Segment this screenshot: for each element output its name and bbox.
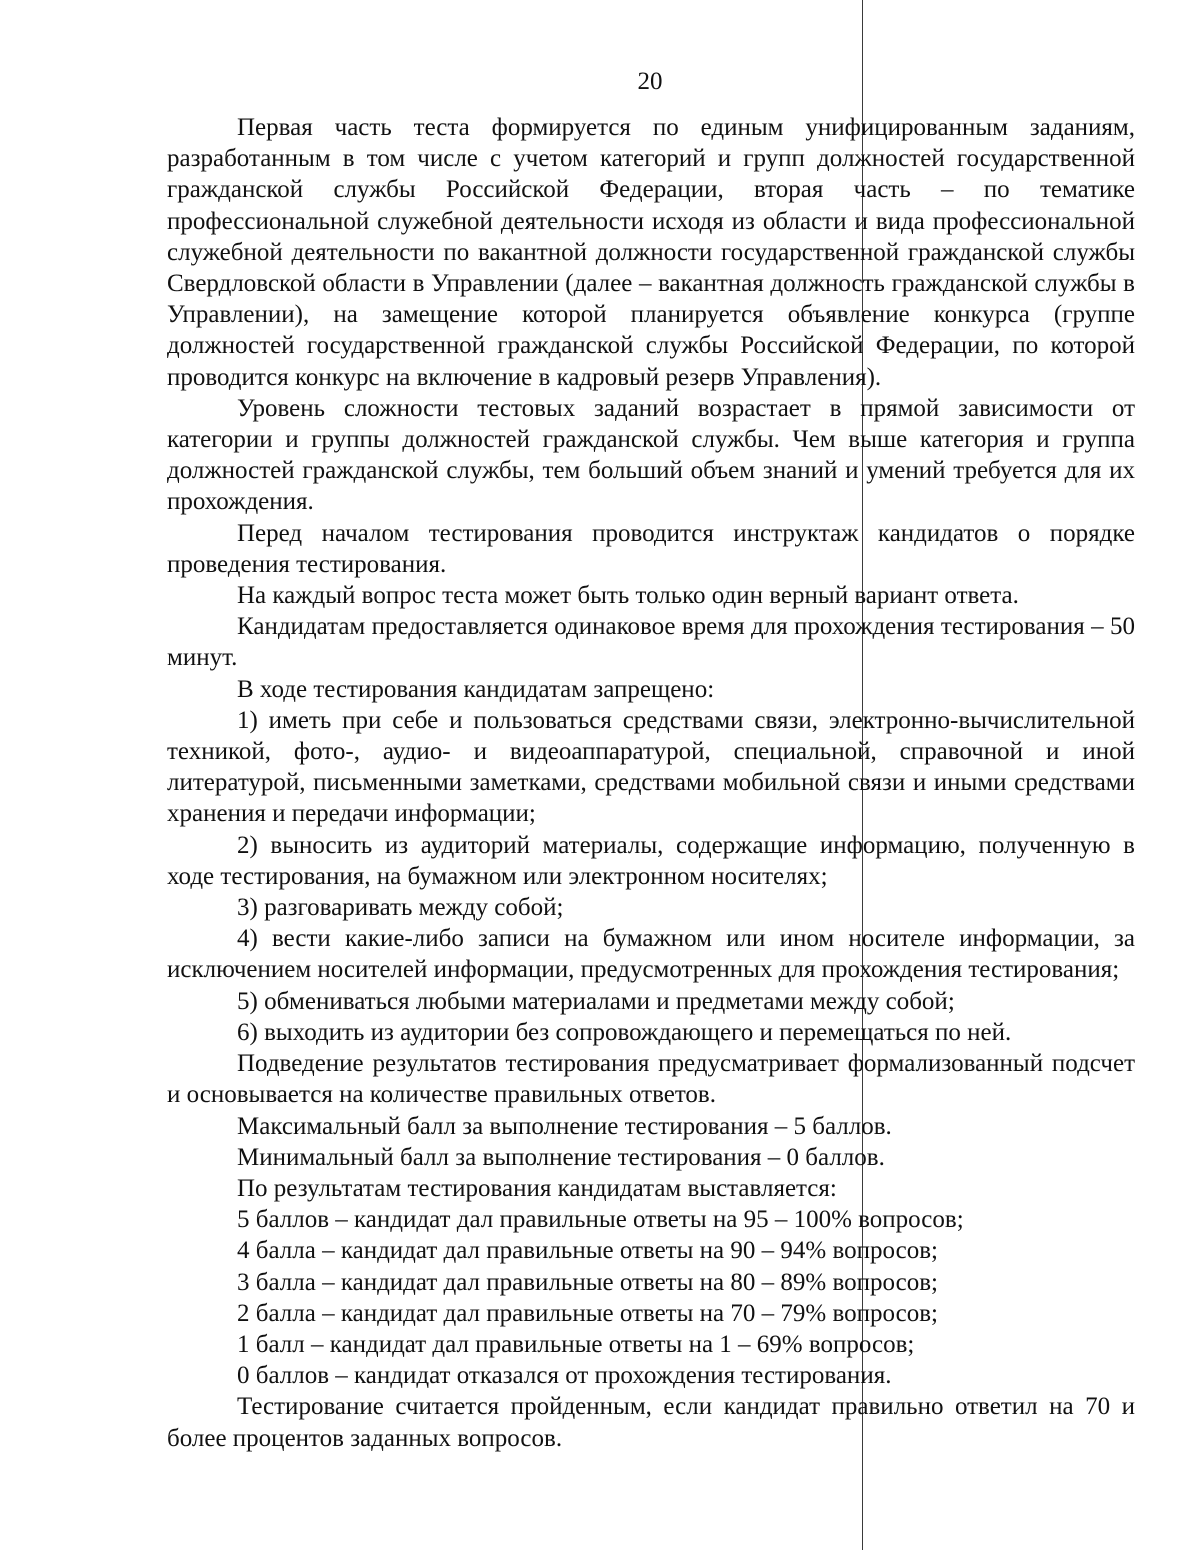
list-item-prohibited-4: 4) вести какие-либо записи на бумажном или ином носителе информации, за исключением носителей информации, предусмотренных для прохождения тестирования; xyxy=(167,925,1135,984)
document-body xyxy=(167,112,1135,1454)
page-number: 20 xyxy=(637,68,663,95)
list-item-prohibited-5: 5) обмениваться любыми материалами и предметами между собой; xyxy=(237,987,955,1015)
list-item-prohibited-6: 6) выходить из аудитории без сопровождающего и перемещаться по ней. xyxy=(237,1018,1012,1046)
paragraph-results: Подведение результатов тестирования предусматривает формализованный подсчет и основывается на количестве правильных ответов. xyxy=(167,1050,1135,1109)
list-item-score-2: 2 балла – кандидат дал правильные ответы на 70 – 79% вопросов; xyxy=(237,1299,938,1327)
list-item-score-0: 0 баллов – кандидат отказался от прохождения тестирования. xyxy=(237,1362,892,1390)
paragraph-single-answer: На каждый вопрос теста может быть только один верный вариант ответа. xyxy=(237,582,1019,610)
paragraph-min-score: Минимальный балл за выполнение тестирования – 0 баллов. xyxy=(237,1143,885,1171)
paragraph-max-score: Максимальный балл за выполнение тестирования – 5 баллов. xyxy=(237,1112,892,1140)
list-item-prohibited-3: 3) разговаривать между собой; xyxy=(237,894,564,922)
paragraph-pass-criterion: Тестирование считается пройденным, если кандидат правильно ответил на 70 и более процентов заданных вопросов. xyxy=(167,1393,1135,1452)
list-item-score-1: 1 балл – кандидат дал правильные ответы на 1 – 69% вопросов; xyxy=(237,1330,915,1358)
paragraph-prohibited-intro: В ходе тестирования кандидатам запрещено: xyxy=(237,675,715,703)
list-item-score-4: 4 балла – кандидат дал правильные ответы на 90 – 94% вопросов; xyxy=(237,1237,938,1265)
list-item-score-5: 5 баллов – кандидат дал правильные ответы на 95 – 100% вопросов; xyxy=(237,1206,964,1234)
paragraph-test-structure: Первая часть теста формируется по единым унифицированным заданиям, разработанным в том числе с учетом категорий и групп должностей государственной гражданской службы Российской Федерации, вторая часть – по тематике профессиональной служебной деятельности исходя из области и вида профессиональной служебной деятельности по вакантной должности государственной гражданской службы Свердловской области в Управлении (далее – вакантная должность гражданской службы в Управлении), на замещение которой планируется объявление конкурса (группе должностей государственной гражданской службы Российской Федерации, по которой проводится конкурс на включение в кадровый резерв Управления). xyxy=(167,114,1135,391)
list-item-score-3: 3 балла – кандидат дал правильные ответы на 80 – 89% вопросов; xyxy=(237,1268,938,1296)
paragraph-difficulty: Уровень сложности тестовых заданий возрастает в прямой зависимости от категории и группы должностей гражданской службы. Чем выше категория и группа должностей гражданской службы, тем больший объем знаний и умений требуется для их прохождения. xyxy=(167,394,1135,516)
paragraph-time-limit: Кандидатам предоставляется одинаковое время для прохождения тестирования – 50 минут. xyxy=(167,613,1135,672)
paragraph-briefing: Перед началом тестирования проводится инструктаж кандидатов о порядке проведения тестирования. xyxy=(167,519,1135,578)
list-item-prohibited-1: 1) иметь при себе и пользоваться средствами связи, электронно-вычислительной техникой, фото-, аудио- и видеоаппаратурой, специальной, справочной и иной литературой, письменными заметками, средствами мобильной связи и иными средствами хранения и передачи информации; xyxy=(167,706,1135,828)
list-item-prohibited-2: 2) выносить из аудиторий материалы, содержащие информацию, полученную в ходе тестирования, на бумажном или электронном носителях; xyxy=(167,831,1135,890)
paragraph-scoring-intro: По результатам тестирования кандидатам выставляется: xyxy=(237,1174,837,1202)
